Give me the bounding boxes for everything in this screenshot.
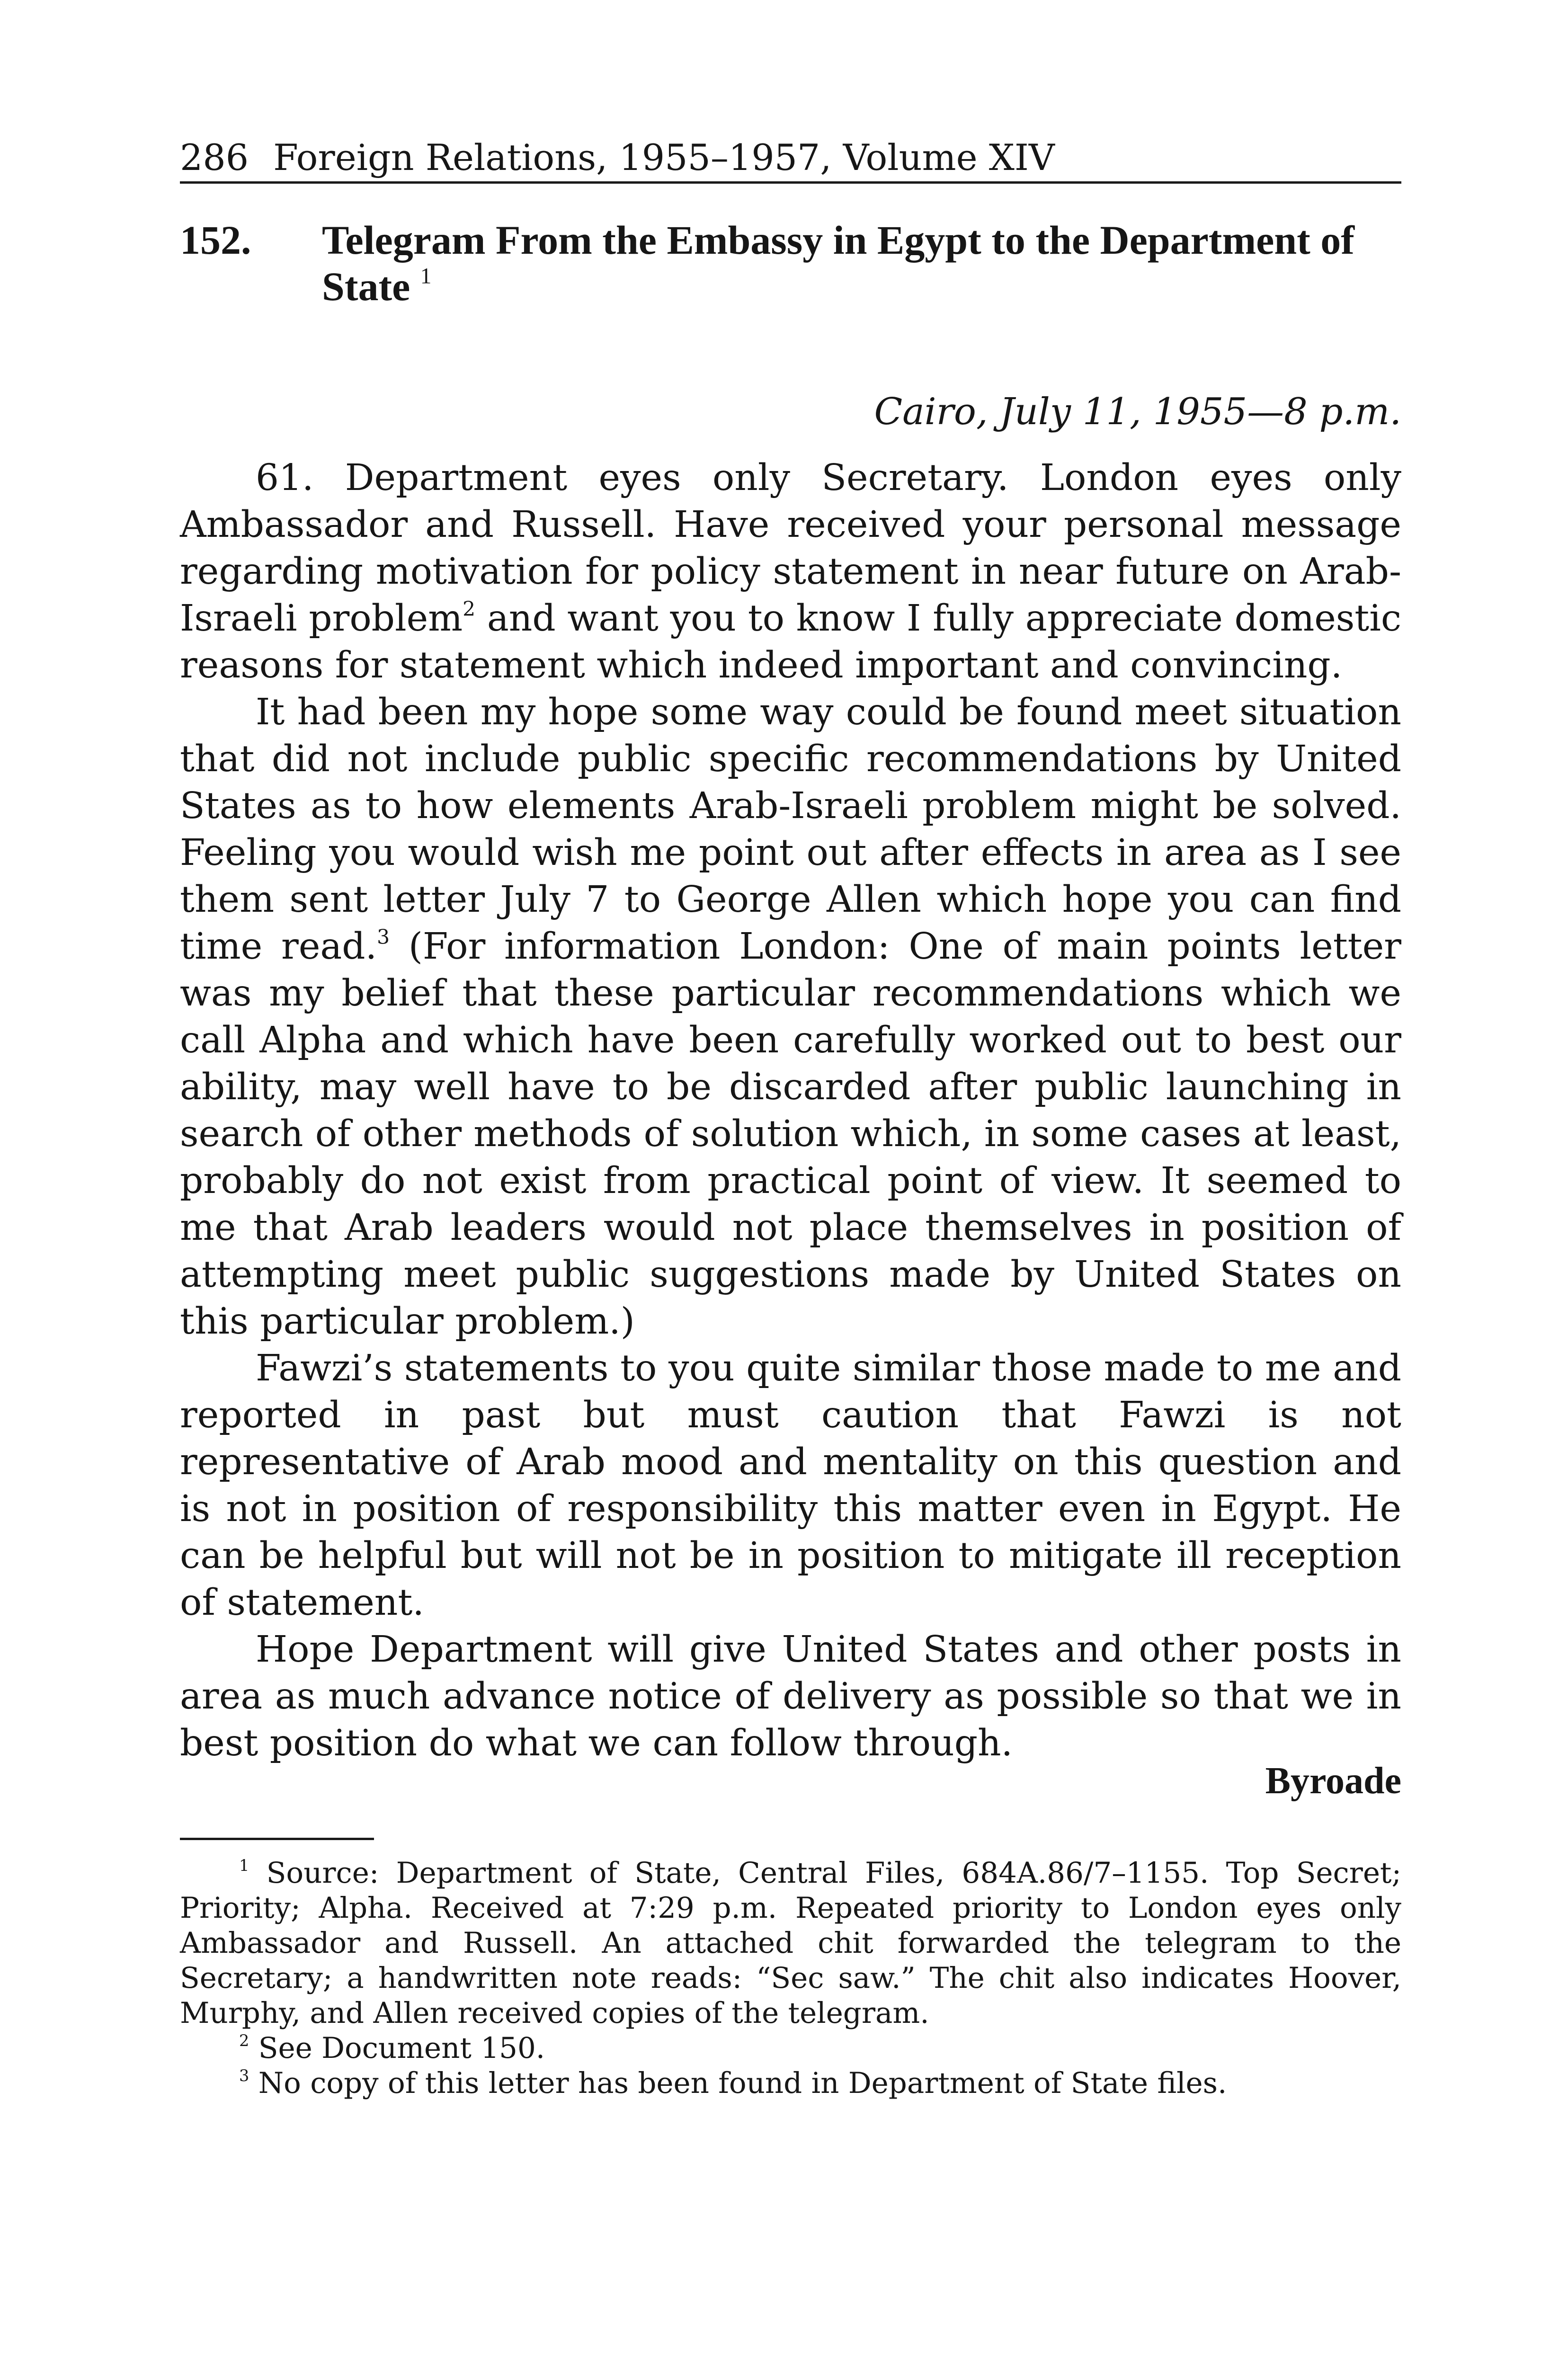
dateline: Cairo, July 11, 1955—8 p.m. [874, 391, 1401, 433]
footnote-1 [180, 1856, 1401, 2031]
footnote-2-text: See Document 150. [258, 2031, 545, 2065]
footnote-2 [180, 2031, 1401, 2066]
body-paragraph-3: Fawzi’s statements to you quite similar those made to me and reported in past but must caution that Fawzi is not representative of Arab mood and mentality on this question and is not in position of responsibility this matter even in Egypt. He can be helpful but will not be in position to mitigate ill reception of statement. [180, 1347, 1401, 1624]
publication-title: Foreign Relations, 1955–1957, Volume XIV [273, 136, 1055, 178]
body-paragraph-2 [180, 689, 1401, 1345]
footnote-1-marker: 1 [239, 1856, 249, 1875]
paragraph-1-text-a: 61. Department eyes only Secretary. London eyes only Ambassador and Russell. Have received your personal message regarding motivation for policy statement in near future on Arab-Israeli problem [180, 457, 1401, 640]
running-head [180, 134, 1401, 184]
paragraph-2-text-b: (For information London: One of main points letter was my belief that these particular recommendations which we call Alpha and which have been carefully worked out to best our ability, may well have to be discarded after public launching in search of other methods of solution which, in some cases at least, probably do not exist from practical point of view. It seemed to me that Arab leaders would not place themselves in position of attempting meet public suggestions made by United States on this particular problem.) [180, 925, 1401, 1343]
footnote-ref-1[interactable]: 1 [420, 264, 432, 289]
paragraph-2-text-a: It had been my hope some way could be found meet situation that did not include public specific recommendations by United States as to how elements Arab-Israeli problem might be solved. Feeling you would wish me point out after effects in area as I see them sent letter July 7 to George Allen which hope you can find time read. [180, 691, 1401, 968]
body-paragraph-1 [180, 454, 1401, 689]
document-number: 152. [180, 217, 251, 263]
document-title-text: Telegram From the Embassy in Egypt to the Department of State [322, 217, 1354, 309]
document-title [322, 217, 1411, 310]
page-number: 286 [180, 136, 249, 178]
footnote-2-marker: 2 [239, 2031, 249, 2050]
footnote-divider [180, 1838, 374, 1840]
footnote-ref-3[interactable]: 3 [377, 925, 390, 949]
footnote-1-text: Source: Department of State, Central Files, 684A.86/7–1155. Top Secret; Priority; Alpha. Received at 7:29 p.m. Repeated priority to London eyes only Ambassador and Russell. An attached chit forwarded the telegram to the Secretary; a handwritten note reads: “Sec saw.” The chit also indicates Hoover, Murphy, and Allen received copies of the telegram. [180, 1856, 1401, 2030]
signature: Byroade [1265, 1760, 1401, 1802]
footnote-ref-2[interactable]: 2 [463, 597, 476, 621]
paragraph-1-text-b: and want you to know I fully appreciate domestic reasons for statement which indeed important and convincing. [180, 597, 1401, 686]
footnote-3 [180, 2066, 1401, 2101]
footnotes [180, 1856, 1401, 2101]
footnote-3-marker: 3 [239, 2066, 249, 2085]
footnote-3-text: No copy of this letter has been found in Department of State files. [258, 2066, 1227, 2100]
body-paragraph-4: Hope Department will give United States and other posts in area as much advance notice of delivery as possible so that we in best position do what we can follow through. [180, 1628, 1401, 1764]
telegram-body [180, 454, 1401, 1767]
